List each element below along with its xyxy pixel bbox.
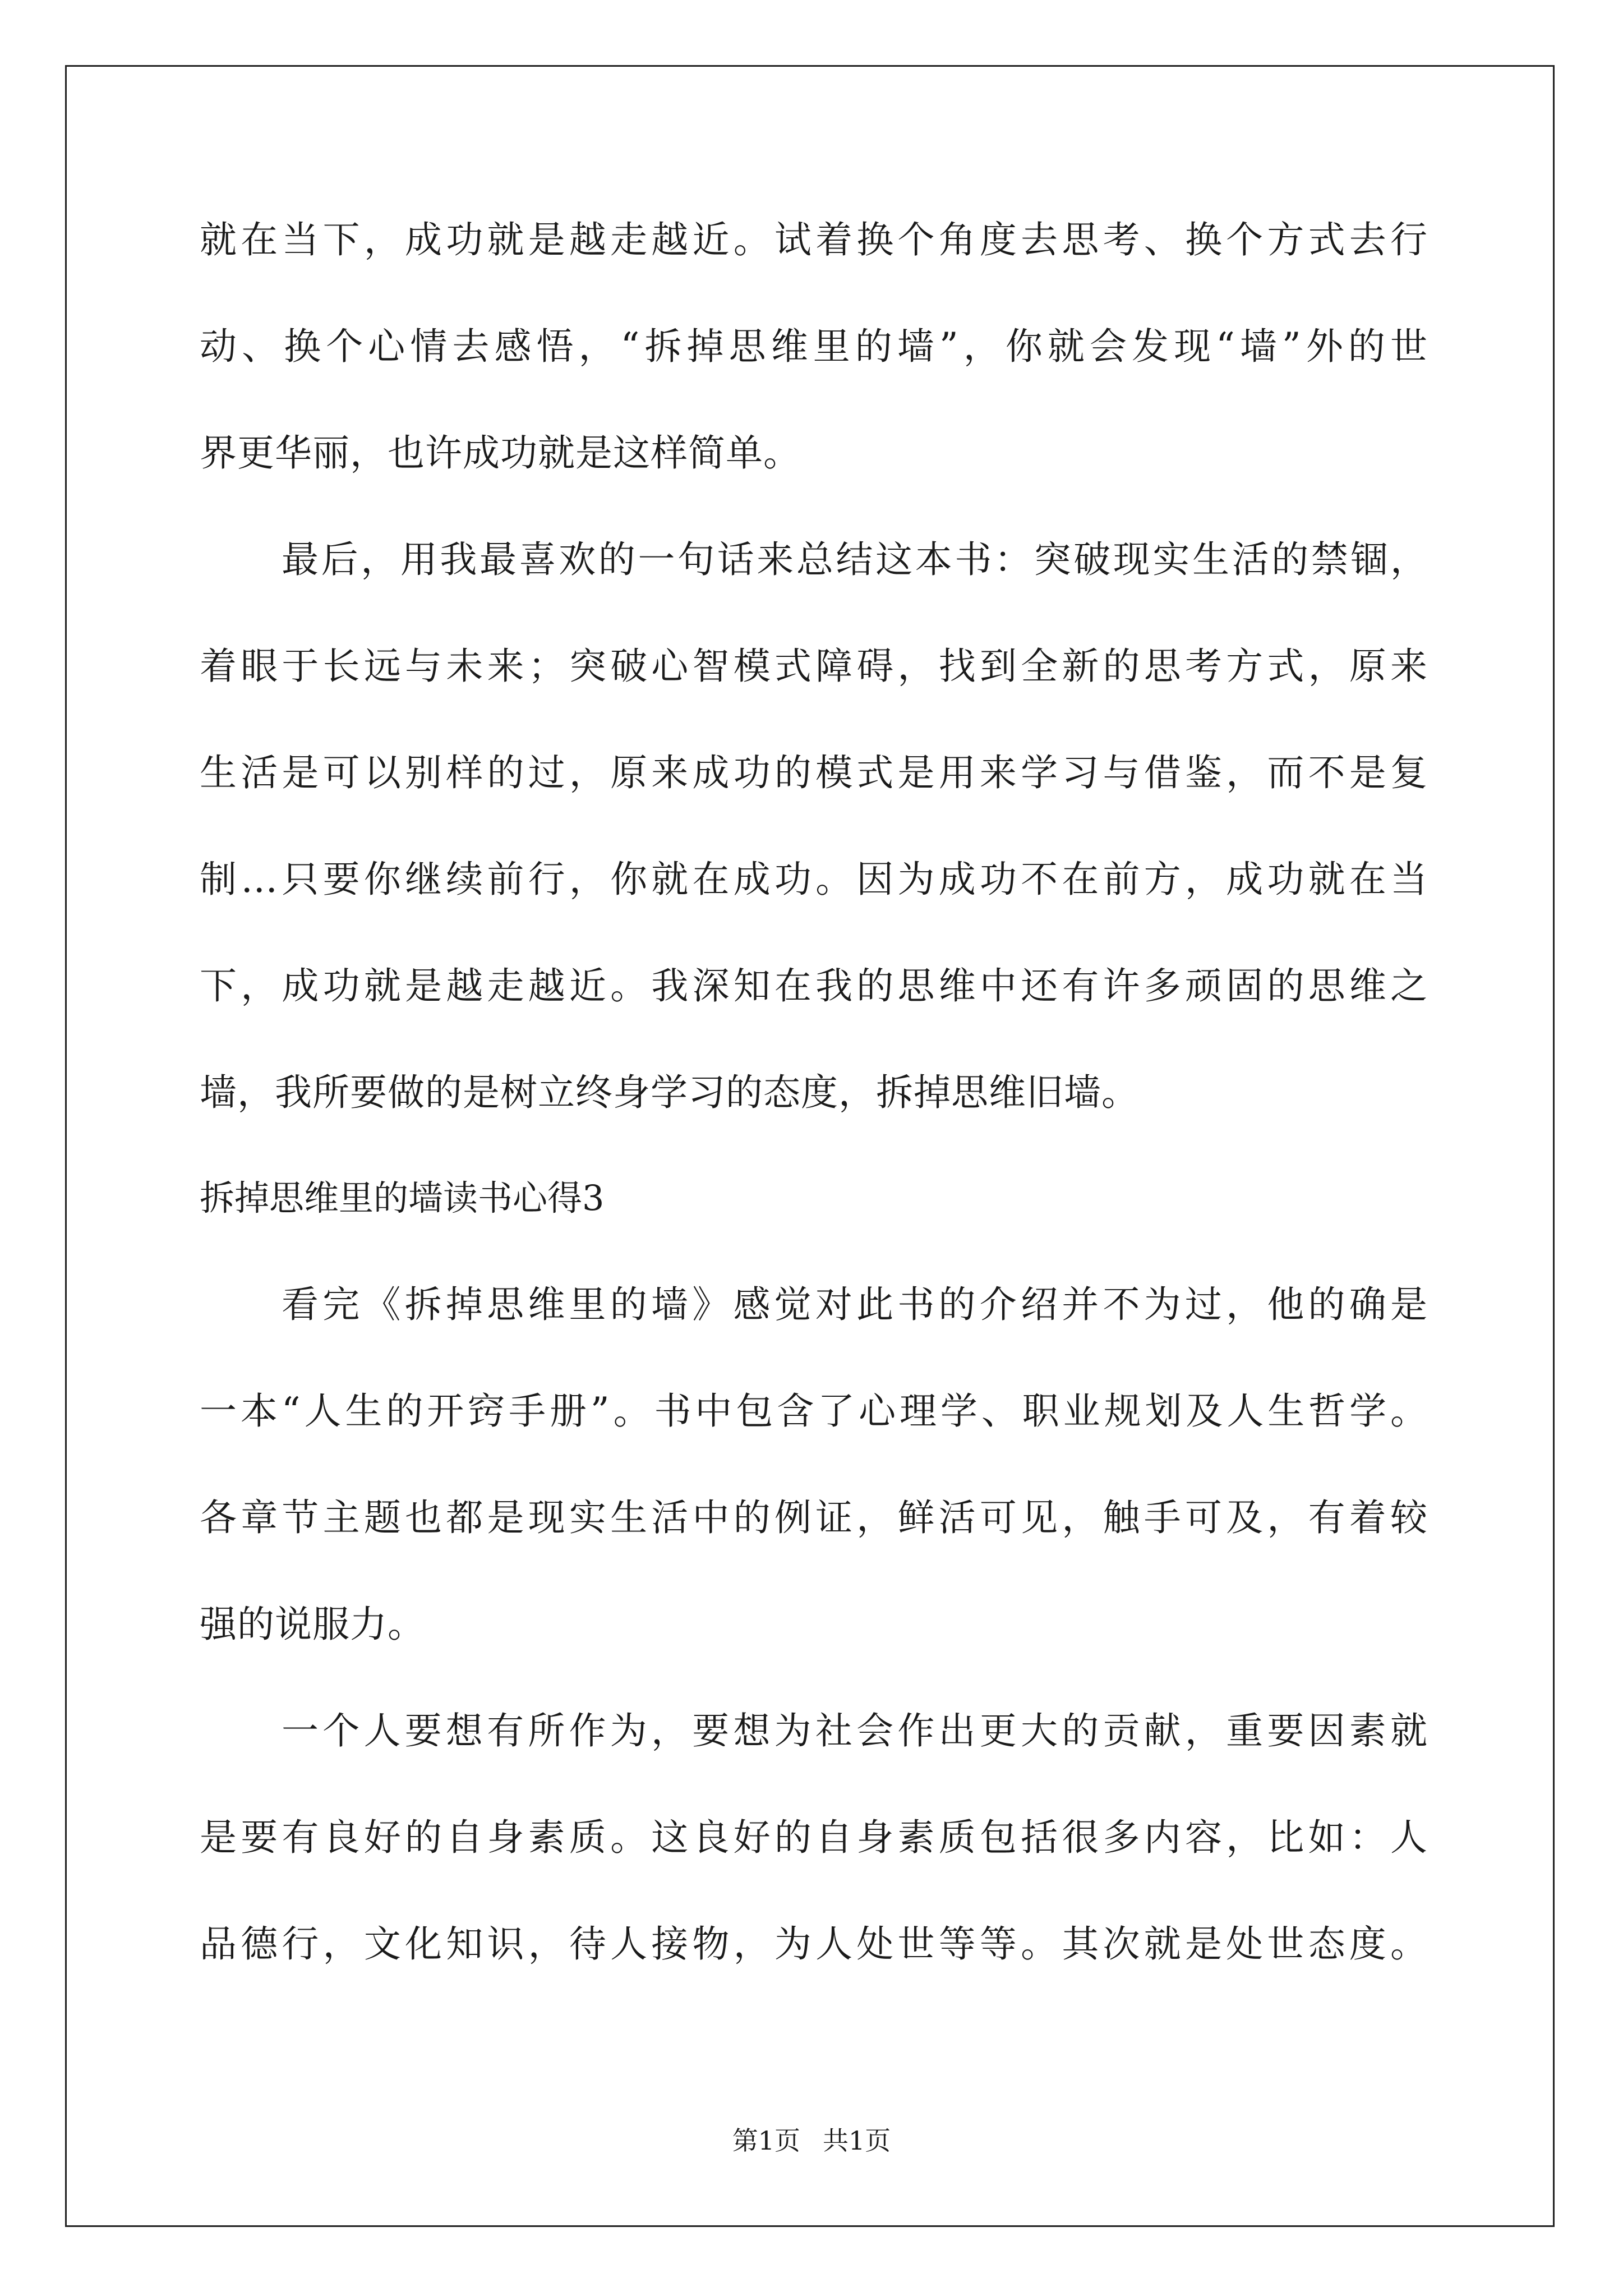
paragraph-line: 墙，我所要做的是树立终身学习的态度，拆掉思维旧墙。 [200, 1071, 1139, 1114]
paragraph-1 [200, 213, 1428, 480]
paragraph-line: 就在当下，成功就是越走越近。试着换个角度去思考、换个方式去行 [200, 218, 1428, 261]
paragraph-line: 各章节主题也都是现实生活中的例证，鲜活可见，触手可及，有着较 [200, 1496, 1428, 1539]
paragraph-line: 最后，用我最喜欢的一句话来总结这本书：突破现实生活的禁锢， [282, 538, 1428, 581]
section-heading: 拆掉思维里的墙读书心得3 [200, 1177, 605, 1218]
paragraph-line: 强的说服力。 [200, 1603, 425, 1646]
paragraph-line: 看完《拆掉思维里的墙》感觉对此书的介绍并不为过，他的确是 [282, 1283, 1428, 1326]
page-total: 共1页 [823, 2125, 891, 2156]
paragraph-line: 一本“人生的开窍手册”。书中包含了心理学、职业规划及人生哲学。 [200, 1389, 1428, 1433]
document-body [200, 213, 1428, 1971]
paragraph-2 [200, 533, 1428, 1120]
paragraph-line: 动、换个心情去感悟，“拆掉思维里的墙”，你就会发现“墙”外的世 [200, 325, 1428, 368]
page-footer [0, 2124, 1623, 2157]
paragraph-line: 品德行，文化知识，待人接物，为人处世等等。其次就是处世态度。 [200, 1922, 1428, 1966]
paragraph-line: 着眼于长远与未来；突破心智模式障碍，找到全新的思考方式，原来 [200, 645, 1428, 688]
page-number: 第1页 [732, 2125, 800, 2156]
paragraph-3 [200, 1278, 1428, 1651]
paragraph-4 [200, 1704, 1428, 1971]
paragraph-line: 是要有良好的自身素质。这良好的自身素质包括很多内容，比如：人 [200, 1816, 1428, 1859]
paragraph-line: 一个人要想有所作为，要想为社会作出更大的贡献，重要因素就 [282, 1709, 1428, 1752]
paragraph-line: 生活是可以别样的过，原来成功的模式是用来学习与借鉴，而不是复 [200, 751, 1428, 794]
paragraph-line: 界更华丽，也许成功就是这样简单。 [200, 431, 801, 475]
paragraph-line: 下，成功就是越走越近。我深知在我的思维中还有许多顽固的思维之 [200, 964, 1428, 1007]
paragraph-line: 制…只要你继续前行，你就在成功。因为成功不在前方，成功就在当 [200, 858, 1428, 901]
